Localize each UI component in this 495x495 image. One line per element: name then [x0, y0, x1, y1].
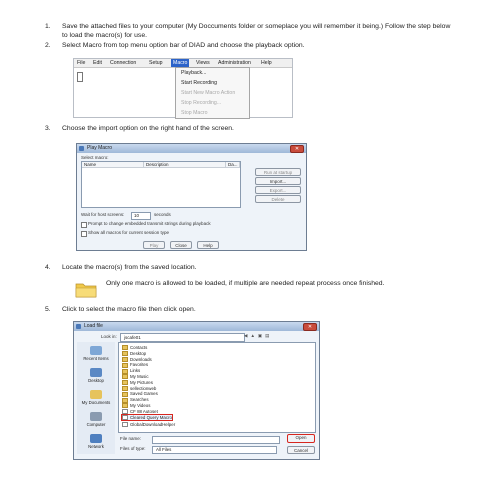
step-2: [45, 41, 452, 50]
look-in-label: Look in:: [101, 334, 117, 339]
file-item-contacts[interactable]: Contacts: [122, 345, 147, 351]
export-button[interactable]: Export...: [255, 186, 301, 194]
step-4: [45, 263, 452, 272]
step-text: Click to select the macro file then click open.: [62, 306, 196, 313]
file-item-downloads[interactable]: Downloads: [122, 357, 152, 363]
folder-icon: [122, 369, 128, 374]
step-number: 1.: [45, 23, 51, 30]
menu-views[interactable]: Views: [196, 60, 210, 66]
menu-item-start-new-macro-action: Start New Macro Action: [181, 90, 236, 96]
place-my-documents[interactable]: My Documents: [81, 390, 111, 405]
select-macro-label: Select macro:: [81, 155, 109, 160]
help-button[interactable]: Help: [197, 241, 219, 249]
file-item-desktop[interactable]: Desktop: [122, 351, 146, 357]
wait-label: Wait for host screens:: [81, 212, 125, 217]
play-button[interactable]: Play: [143, 241, 165, 249]
macro-icon: [79, 146, 84, 151]
menu-file[interactable]: File: [77, 60, 86, 66]
file-icon: [122, 415, 128, 420]
play-macro-dialog: [76, 143, 307, 251]
menu-help[interactable]: Help: [261, 60, 272, 66]
file-item-saved-games[interactable]: Saved Games: [122, 391, 158, 397]
delete-button[interactable]: Delete: [255, 195, 301, 203]
step-number: 5.: [45, 306, 51, 313]
cancel-button[interactable]: Cancel: [287, 446, 315, 454]
macro-dropdown: [175, 67, 250, 119]
file-list[interactable]: [118, 342, 316, 433]
menu-item-stop-macro: Stop Macro: [181, 110, 208, 116]
place-network[interactable]: Network: [81, 434, 111, 449]
run-at-startup-button[interactable]: Run at startup: [255, 168, 301, 176]
look-in-select[interactable]: jscafe01: [120, 333, 245, 342]
folder-icon: [122, 398, 128, 403]
folder-icon: [122, 374, 128, 379]
menu-administration[interactable]: Administration: [218, 60, 251, 66]
file-item-cf-88-autoset[interactable]: CF 88 Autoset: [122, 409, 158, 415]
menu-item-playback[interactable]: Playback...: [181, 70, 207, 76]
step-3: [45, 124, 452, 133]
step-text: Choose the import option on the right hand of the screen.: [62, 125, 234, 132]
prompt-checkbox[interactable]: [81, 222, 87, 228]
file-type-select[interactable]: All Files: [152, 446, 277, 454]
menu-item-start-recording[interactable]: Start Recording: [181, 80, 218, 86]
menu-item-stop-recording: Stop Recording...: [181, 100, 222, 106]
note-text: Only one macro is allowed to be loaded, if multiple are needed repeat process once finished.: [106, 280, 385, 287]
column-header[interactable]: Description: [144, 162, 226, 168]
folder-icon: [122, 357, 128, 362]
place-computer[interactable]: Computer: [81, 412, 111, 427]
file-item-searches[interactable]: Searches: [122, 397, 149, 403]
file-item-sellectionweb[interactable]: sellectionweb: [122, 386, 156, 392]
dialog-title: Load file: [84, 323, 103, 329]
file-icon: [76, 324, 81, 329]
dialog-title: Play Macro: [87, 145, 113, 151]
file-item-my-pictures[interactable]: My Pictures: [122, 380, 153, 386]
file-icon: [122, 422, 128, 427]
nav-toolbar-icons[interactable]: ◀▲▣▤: [244, 333, 273, 338]
folder-icon: [122, 392, 128, 397]
show-all-checkbox-label: Show all macros for current session type: [88, 230, 170, 235]
step-5: [45, 305, 452, 314]
column-header[interactable]: Da...: [226, 162, 240, 168]
file-name-input[interactable]: [152, 436, 280, 444]
place-desktop[interactable]: Desktop: [81, 368, 111, 383]
prompt-checkbox-label: Prompt to change embedded transmit strings during playback: [88, 221, 211, 226]
close-icon[interactable]: ✕: [303, 323, 317, 331]
show-all-checkbox[interactable]: [81, 231, 87, 237]
folder-icon: [122, 363, 128, 368]
wait-input[interactable]: 10: [131, 212, 151, 220]
file-item-my-music[interactable]: My Music: [122, 374, 149, 380]
file-icon: [122, 409, 128, 414]
file-item-globaldownloadhelper[interactable]: GlobalDownloadHelper: [122, 422, 175, 428]
column-header[interactable]: Name: [82, 162, 144, 168]
place-recent-items[interactable]: Recent Items: [81, 346, 111, 361]
close-button[interactable]: Close: [170, 241, 192, 249]
step-1: [45, 22, 452, 40]
folder-icon: [122, 386, 128, 391]
file-item-cleared-query-macro[interactable]: Cleared Query Macro: [122, 415, 172, 421]
open-button[interactable]: Open: [287, 434, 315, 443]
folder-icon: [122, 351, 128, 356]
dialog-titlebar: [74, 322, 319, 331]
macro-menu-screenshot: [73, 58, 293, 118]
step-text: Select Macro from top menu option bar of DIAD and choose the playback option.: [62, 42, 305, 49]
menu-connection[interactable]: Connection: [110, 60, 137, 66]
file-list-items: [122, 345, 242, 429]
file-item-favorites[interactable]: Favorites: [122, 362, 148, 368]
step-number: 3.: [45, 125, 51, 132]
menu-setup[interactable]: Setup: [149, 60, 163, 66]
toolbar-control: [77, 72, 83, 82]
folder-icon: [122, 345, 128, 350]
close-icon[interactable]: ✕: [290, 145, 304, 153]
step-text: Save the attached files to your computer (My Doccuments folder or someplace you will remember it being.) Follow the step below to load the macro(s) for use.: [62, 23, 451, 40]
macro-list[interactable]: [81, 161, 241, 208]
file-name-label: File name:: [120, 436, 142, 441]
folder-icon: [75, 281, 97, 298]
import-button[interactable]: Import...: [255, 177, 301, 185]
folder-icon: [122, 403, 128, 408]
file-item-links[interactable]: Links: [122, 368, 140, 374]
step-number: 2.: [45, 42, 51, 49]
step-number: 4.: [45, 264, 51, 271]
folder-icon: [122, 380, 128, 385]
places-bar: [77, 342, 115, 454]
menu-edit[interactable]: Edit: [93, 60, 102, 66]
step-text: Locate the macro(s) from the saved location.: [62, 264, 197, 271]
dialog-titlebar: [77, 144, 306, 153]
load-file-dialog: [73, 321, 320, 460]
file-item-my-videos[interactable]: My Videos: [122, 403, 150, 409]
file-type-label: Files of type:: [120, 446, 146, 451]
menu-macro[interactable]: Macro: [173, 60, 188, 66]
wait-unit: seconds: [154, 212, 171, 217]
